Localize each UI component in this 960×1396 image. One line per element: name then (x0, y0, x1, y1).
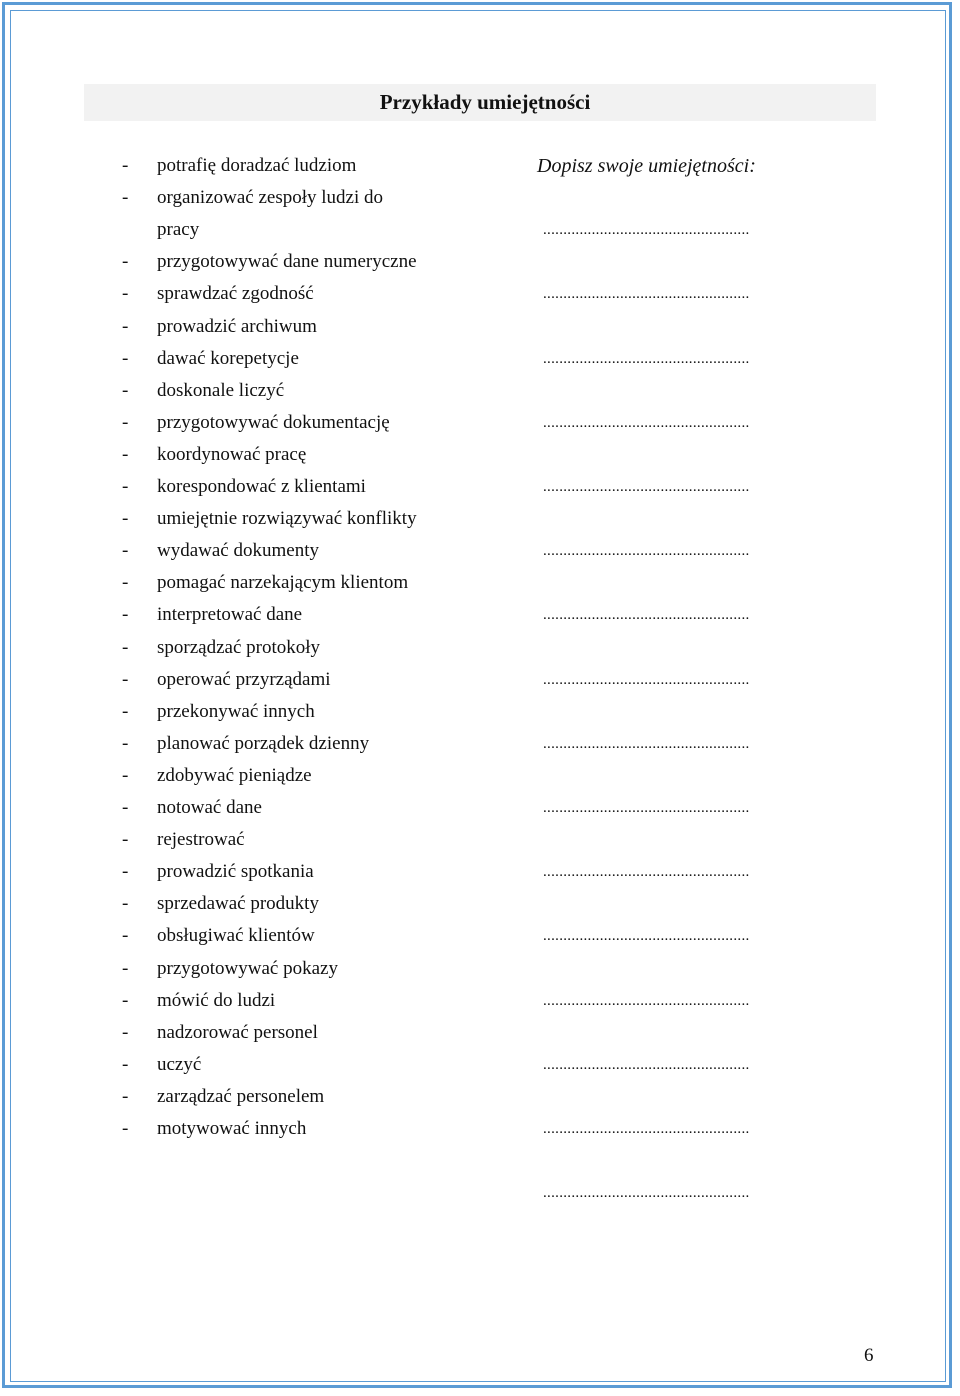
fill-in-dotted-line[interactable]: ................................................... (543, 607, 750, 624)
fill-in-dotted-line[interactable]: ................................................... (543, 1185, 750, 1202)
fill-in-dotted-line[interactable]: ................................................... (543, 671, 750, 688)
skill-item (122, 439, 306, 471)
list-dash: - (122, 893, 129, 915)
skill-item (122, 375, 284, 407)
skill-text: uczyć (157, 1053, 202, 1075)
fill-in-dotted-line[interactable]: ................................................... (543, 222, 750, 239)
skill-text: przygotowywać dane numeryczne (157, 251, 417, 273)
skill-text: notować dane (157, 797, 262, 818)
fill-in-dotted-line[interactable]: ................................................... (543, 735, 750, 752)
skill-item (122, 664, 331, 696)
skill-item (122, 278, 314, 310)
skill-text: prowadzić spotkania (157, 861, 314, 883)
list-dash: - (122, 1053, 129, 1075)
list-dash: - (122, 797, 129, 818)
list-dash: - (122, 957, 129, 979)
skill-text: przygotowywać dokumentację (157, 411, 390, 433)
skill-text: motywować innych (157, 1118, 307, 1139)
skill-text: zarządzać personelem (157, 1085, 325, 1107)
list-dash: - (122, 925, 129, 947)
skill-item (122, 824, 245, 856)
list-dash: - (122, 1085, 129, 1107)
list-dash: - (122, 861, 129, 883)
skill-text: wydawać dokumenty (157, 540, 319, 562)
skill-text: sprzedawać produkty (157, 893, 319, 915)
list-dash: - (122, 155, 129, 176)
fill-in-dotted-line[interactable]: ................................................... (543, 800, 750, 816)
skill-item (122, 343, 299, 375)
list-dash: - (122, 732, 129, 754)
fill-in-dotted-line[interactable]: ................................................... (543, 479, 750, 495)
skill-item (122, 856, 314, 888)
list-dash: - (122, 251, 129, 273)
write-your-skills-heading: Dopisz swoje umiejętności: (537, 155, 756, 177)
skill-item (122, 599, 302, 631)
skill-text: doskonale liczyć (157, 379, 285, 401)
skill-item (122, 150, 356, 182)
fill-in-dotted-line[interactable]: ................................................... (543, 543, 750, 560)
fill-in-dotted-line[interactable]: ................................................... (543, 1121, 750, 1137)
skill-text: rejestrować (157, 829, 245, 851)
skill-item (122, 1049, 201, 1081)
page-title: Przykłady umiejętności (379, 90, 591, 114)
skill-item (122, 1017, 318, 1049)
skill-item (122, 888, 319, 920)
fill-in-dotted-line[interactable]: ................................................... (543, 928, 750, 945)
skill-text: sprawdzać zgodność (157, 283, 314, 305)
skill-item (122, 985, 275, 1017)
list-dash: - (122, 347, 129, 369)
skill-item (122, 920, 315, 952)
list-dash: - (122, 315, 129, 337)
list-dash: - (122, 1021, 129, 1043)
skill-item (122, 471, 366, 503)
skill-text: sporządzać protokoły (157, 636, 321, 658)
list-dash: - (122, 283, 129, 305)
skill-item (122, 182, 383, 214)
skill-item (122, 728, 369, 760)
skill-item (122, 953, 338, 985)
skill-text: operować przyrządami (157, 668, 331, 690)
skill-item (122, 407, 390, 439)
title-bar (84, 84, 876, 121)
skill-text: nadzorować personel (157, 1021, 318, 1043)
skill-text: przygotowywać pokazy (157, 957, 338, 979)
skill-item (122, 246, 417, 278)
skill-text-continuation: pracy (157, 219, 200, 241)
fill-in-dotted-line[interactable]: ................................................... (543, 1056, 750, 1073)
skill-text: umiejętnie rozwiązywać konflikty (157, 508, 417, 530)
page-number: 6 (864, 1345, 874, 1366)
list-dash: - (122, 1118, 129, 1139)
list-dash: - (122, 668, 129, 690)
skill-item (122, 1113, 306, 1145)
list-dash: - (122, 443, 129, 465)
skill-text: korespondować z klientami (157, 476, 366, 497)
fill-in-dotted-line[interactable]: ................................................... (543, 286, 750, 303)
skill-text: organizować zespoły ludzi do (157, 187, 383, 209)
skill-text: przekonywać innych (157, 700, 315, 722)
list-dash: - (122, 187, 129, 209)
fill-in-dotted-line[interactable]: ................................................... (543, 864, 750, 881)
fill-in-dotted-line[interactable]: ................................................... (543, 992, 750, 1009)
skill-item (122, 696, 315, 728)
list-dash: - (122, 379, 129, 401)
skill-text: prowadzić archiwum (157, 315, 317, 337)
list-dash: - (122, 764, 129, 786)
skill-item (122, 567, 408, 599)
skill-text: dawać korepetycje (157, 347, 299, 369)
list-dash: - (122, 540, 129, 562)
skill-text: mówić do ludzi (157, 989, 276, 1011)
skill-text: pomagać narzekającym klientom (157, 572, 409, 594)
fill-in-dotted-line[interactable]: ................................................... (543, 414, 750, 431)
skill-text: potrafię doradzać ludziom (157, 155, 357, 176)
list-dash: - (122, 604, 129, 626)
skill-item (122, 792, 262, 824)
skill-item (122, 760, 312, 792)
fill-in-dotted-line[interactable]: ................................................... (543, 350, 750, 367)
skill-item (122, 1081, 324, 1113)
skill-item (122, 503, 417, 535)
skill-text: zdobywać pieniądze (157, 764, 312, 786)
list-dash: - (122, 411, 129, 433)
skill-item (122, 632, 320, 664)
list-dash: - (122, 989, 129, 1011)
skill-item (122, 311, 317, 343)
list-dash: - (122, 636, 129, 658)
list-dash: - (122, 476, 129, 497)
skill-item (122, 535, 319, 567)
skill-text: obsługiwać klientów (157, 925, 315, 947)
list-dash: - (122, 572, 129, 594)
list-dash: - (122, 700, 129, 722)
list-dash: - (122, 829, 129, 851)
list-dash: - (122, 508, 129, 530)
skill-text: interpretować dane (157, 604, 303, 626)
skill-text: planować porządek dzienny (157, 732, 370, 754)
skill-text: koordynować pracę (157, 443, 307, 465)
